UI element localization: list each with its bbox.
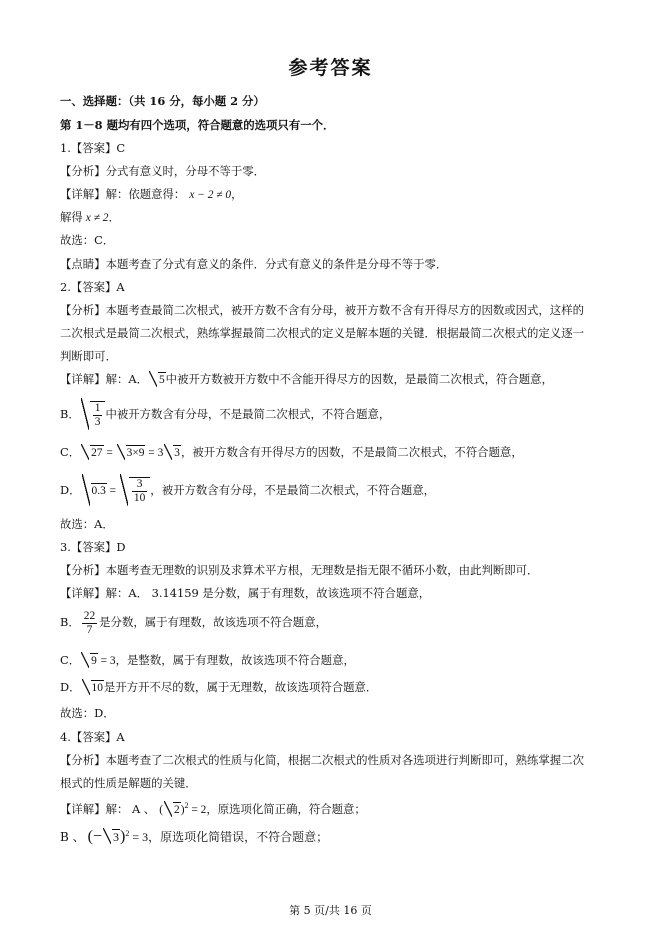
q3-detail-a: 【详解】解：A． 3.14159 是分数，属于有理数，故该选项不符合题意， bbox=[60, 586, 431, 600]
q3-choice: 故选：D． bbox=[60, 706, 115, 720]
fraction bbox=[82, 610, 97, 637]
q4-detail-a-prefix: 【详解】解： A 、 bbox=[60, 801, 156, 816]
q3-c-radicand: 9 bbox=[91, 655, 97, 667]
q2-analysis-line3: 判断即可． bbox=[60, 349, 117, 363]
q2-detail-c-prefix: C． bbox=[60, 445, 81, 459]
q2-a-radicand: 5 bbox=[158, 374, 165, 386]
section-heading: 一、选择题：（共 16 分，每小题 2 分） bbox=[60, 94, 265, 108]
q2-detail-d-prefix: D． bbox=[60, 483, 81, 497]
q4-detail-b bbox=[60, 826, 328, 845]
q4-b-paren-open: (− bbox=[87, 828, 102, 845]
sqrt-symbol bbox=[82, 475, 107, 507]
q4-a-radicand: 2 bbox=[174, 803, 180, 816]
q2-detail-c-suffix: ，被开方数含有开得尽方的因数，不是最简二次根式，不符合题意， bbox=[180, 445, 523, 459]
q3-analysis: 【分析】本题考查无理数的识别及求算术平方根，无理数是指无限不循环小数，由此判断即可． bbox=[60, 563, 539, 577]
q2-detail-d-suffix: ，被开方数含有分母，不是最简二次根式，不符合题意， bbox=[150, 483, 436, 497]
q4-answer: 4.【答案】A bbox=[60, 730, 125, 744]
sqrt-symbol bbox=[81, 653, 98, 669]
q3-detail-c-prefix: C． bbox=[60, 653, 81, 667]
q4-detail-a-suffix: ，原选项化简正确，符合题意； bbox=[206, 801, 366, 816]
q4-a-paren-close: ) bbox=[180, 803, 185, 816]
q2-b-denominator: 3 bbox=[94, 415, 101, 428]
q4-detail-a bbox=[60, 798, 366, 818]
q1-detail bbox=[60, 186, 243, 203]
q3-b-denominator: 7 bbox=[86, 623, 93, 636]
q4-detail-b-prefix: B 、 bbox=[60, 830, 85, 844]
fraction bbox=[132, 478, 147, 505]
q3-c-equals: = 3 bbox=[97, 655, 116, 667]
q1-solve-prefix: 解得 bbox=[60, 210, 83, 224]
q4-analysis-line1: 【分析】本题考查了二次根式的性质与化简，根据二次根式的性质对各选项进行判断即可，熟练掌握二次 bbox=[60, 753, 584, 767]
q4-analysis-line2: 根式的性质是解题的关键． bbox=[60, 776, 197, 790]
q2-detail-a-suffix: 中被开方数被开方数中不含能开得尽方的因数，是最简二次根式，符合题意， bbox=[165, 372, 553, 386]
q2-d-radicand: 0.3 bbox=[91, 485, 106, 497]
q1-detail-prefix: 【详解】解：依题意得： bbox=[60, 187, 186, 201]
sqrt-symbol bbox=[81, 445, 103, 461]
sqrt-symbol bbox=[82, 680, 104, 696]
q3-d-radicand: 10 bbox=[91, 682, 103, 694]
q4-b-radicand: 3 bbox=[113, 830, 119, 844]
q2-d-numerator: 3 bbox=[132, 478, 147, 492]
q3-detail-d-prefix: D． bbox=[60, 680, 81, 694]
q1-comment: 【点睛】本题考查了分式有意义的条件．分式有意义的条件是分母不等于零． bbox=[60, 257, 448, 271]
q1-choice: 故选：C． bbox=[60, 233, 115, 247]
q2-detail-a-prefix: 【详解】解：A． bbox=[60, 372, 148, 386]
instruction: 第 1－8 题均有四个选项，符合题意的选项只有一个． bbox=[60, 118, 335, 132]
q3-b-numerator: 22 bbox=[83, 609, 96, 622]
q1-analysis: 【分析】分式有意义时，分母不等于零． bbox=[60, 164, 266, 178]
q4-a-exponent: 2 bbox=[184, 801, 189, 810]
q2-detail-b-suffix: 中被开方数含有分母，不是最简二次根式，不符合题意， bbox=[105, 407, 391, 421]
sqrt-symbol bbox=[149, 372, 166, 388]
q2-detail-b bbox=[60, 398, 390, 431]
q3-detail-b-suffix: 是分数，属于有理数，故该选项不符合题意， bbox=[99, 615, 327, 629]
q3-detail-c-suffix: ，是整数，属于有理数，故该选项不符合题意， bbox=[115, 653, 355, 667]
q3-detail-b-prefix: B． bbox=[60, 615, 80, 629]
sqrt-symbol bbox=[117, 445, 146, 461]
q4-a-equals: = 2 bbox=[188, 803, 207, 816]
q2-analysis-line1: 【分析】本题考查最简二次根式，被开方数不含有分母，被开方数不含有开得尽方的因数或因式，这样的 bbox=[60, 303, 584, 317]
q4-b-equals: = 3 bbox=[129, 830, 149, 844]
q4-b-exponent: 2 bbox=[125, 829, 130, 838]
q2-detail-d bbox=[60, 474, 435, 507]
q2-c-equals-1: = bbox=[103, 447, 116, 459]
q2-b-numerator: 1 bbox=[94, 401, 101, 414]
q2-detail-a bbox=[60, 371, 553, 388]
q1-detail-suffix: ， bbox=[231, 187, 243, 201]
q1-solve-math: x ≠ 2 bbox=[85, 212, 109, 224]
q3-detail-d bbox=[60, 679, 377, 696]
q2-answer: 2.【答案】A bbox=[60, 280, 125, 294]
q2-d-equals: = bbox=[106, 485, 119, 497]
q2-detail-b-prefix: B． bbox=[60, 407, 80, 421]
sqrt-symbol bbox=[81, 399, 106, 431]
q3-answer: 3.【答案】D bbox=[60, 540, 126, 554]
q4-a-paren-open: ( bbox=[159, 803, 163, 816]
q2-c-radicand-2: 3×9 bbox=[126, 447, 145, 459]
page-title: 参考答案 bbox=[288, 57, 373, 79]
q1-solve bbox=[60, 209, 120, 226]
sqrt-symbol bbox=[103, 829, 120, 845]
sqrt-symbol bbox=[164, 445, 181, 461]
fraction bbox=[93, 402, 103, 429]
q4-b-paren-close: ) bbox=[120, 828, 126, 845]
page-footer: 第 5 页/共 16 页 bbox=[289, 904, 372, 917]
sqrt-symbol bbox=[164, 802, 181, 818]
q1-solve-suffix: ． bbox=[108, 210, 120, 224]
sqrt-symbol bbox=[120, 475, 150, 507]
q1-answer: 1.【答案】C bbox=[60, 141, 126, 155]
q2-choice: 故选：A． bbox=[60, 517, 114, 531]
q2-detail-c bbox=[60, 444, 523, 461]
q2-c-radicand-1: 27 bbox=[91, 447, 103, 459]
q2-c-radicand-3: 3 bbox=[174, 447, 180, 459]
q2-d-denominator: 10 bbox=[133, 491, 146, 504]
q3-detail-d-suffix: 是开方开不尽的数，属于无理数，故该选项符合题意． bbox=[103, 680, 378, 694]
q2-c-equals-2: = 3 bbox=[145, 447, 164, 459]
q4-detail-b-suffix: ，原选项化简错误，不符合题意； bbox=[148, 830, 329, 844]
q3-detail-b bbox=[60, 606, 327, 638]
q3-detail-c bbox=[60, 652, 355, 669]
q1-detail-math: x − 2 ≠ 0 bbox=[189, 189, 232, 201]
q2-analysis-line2: 二次根式是最简二次根式，熟练掌握最简二次根式的定义是解本题的关键．根据最简二次根式的定义逐一 bbox=[60, 326, 584, 340]
